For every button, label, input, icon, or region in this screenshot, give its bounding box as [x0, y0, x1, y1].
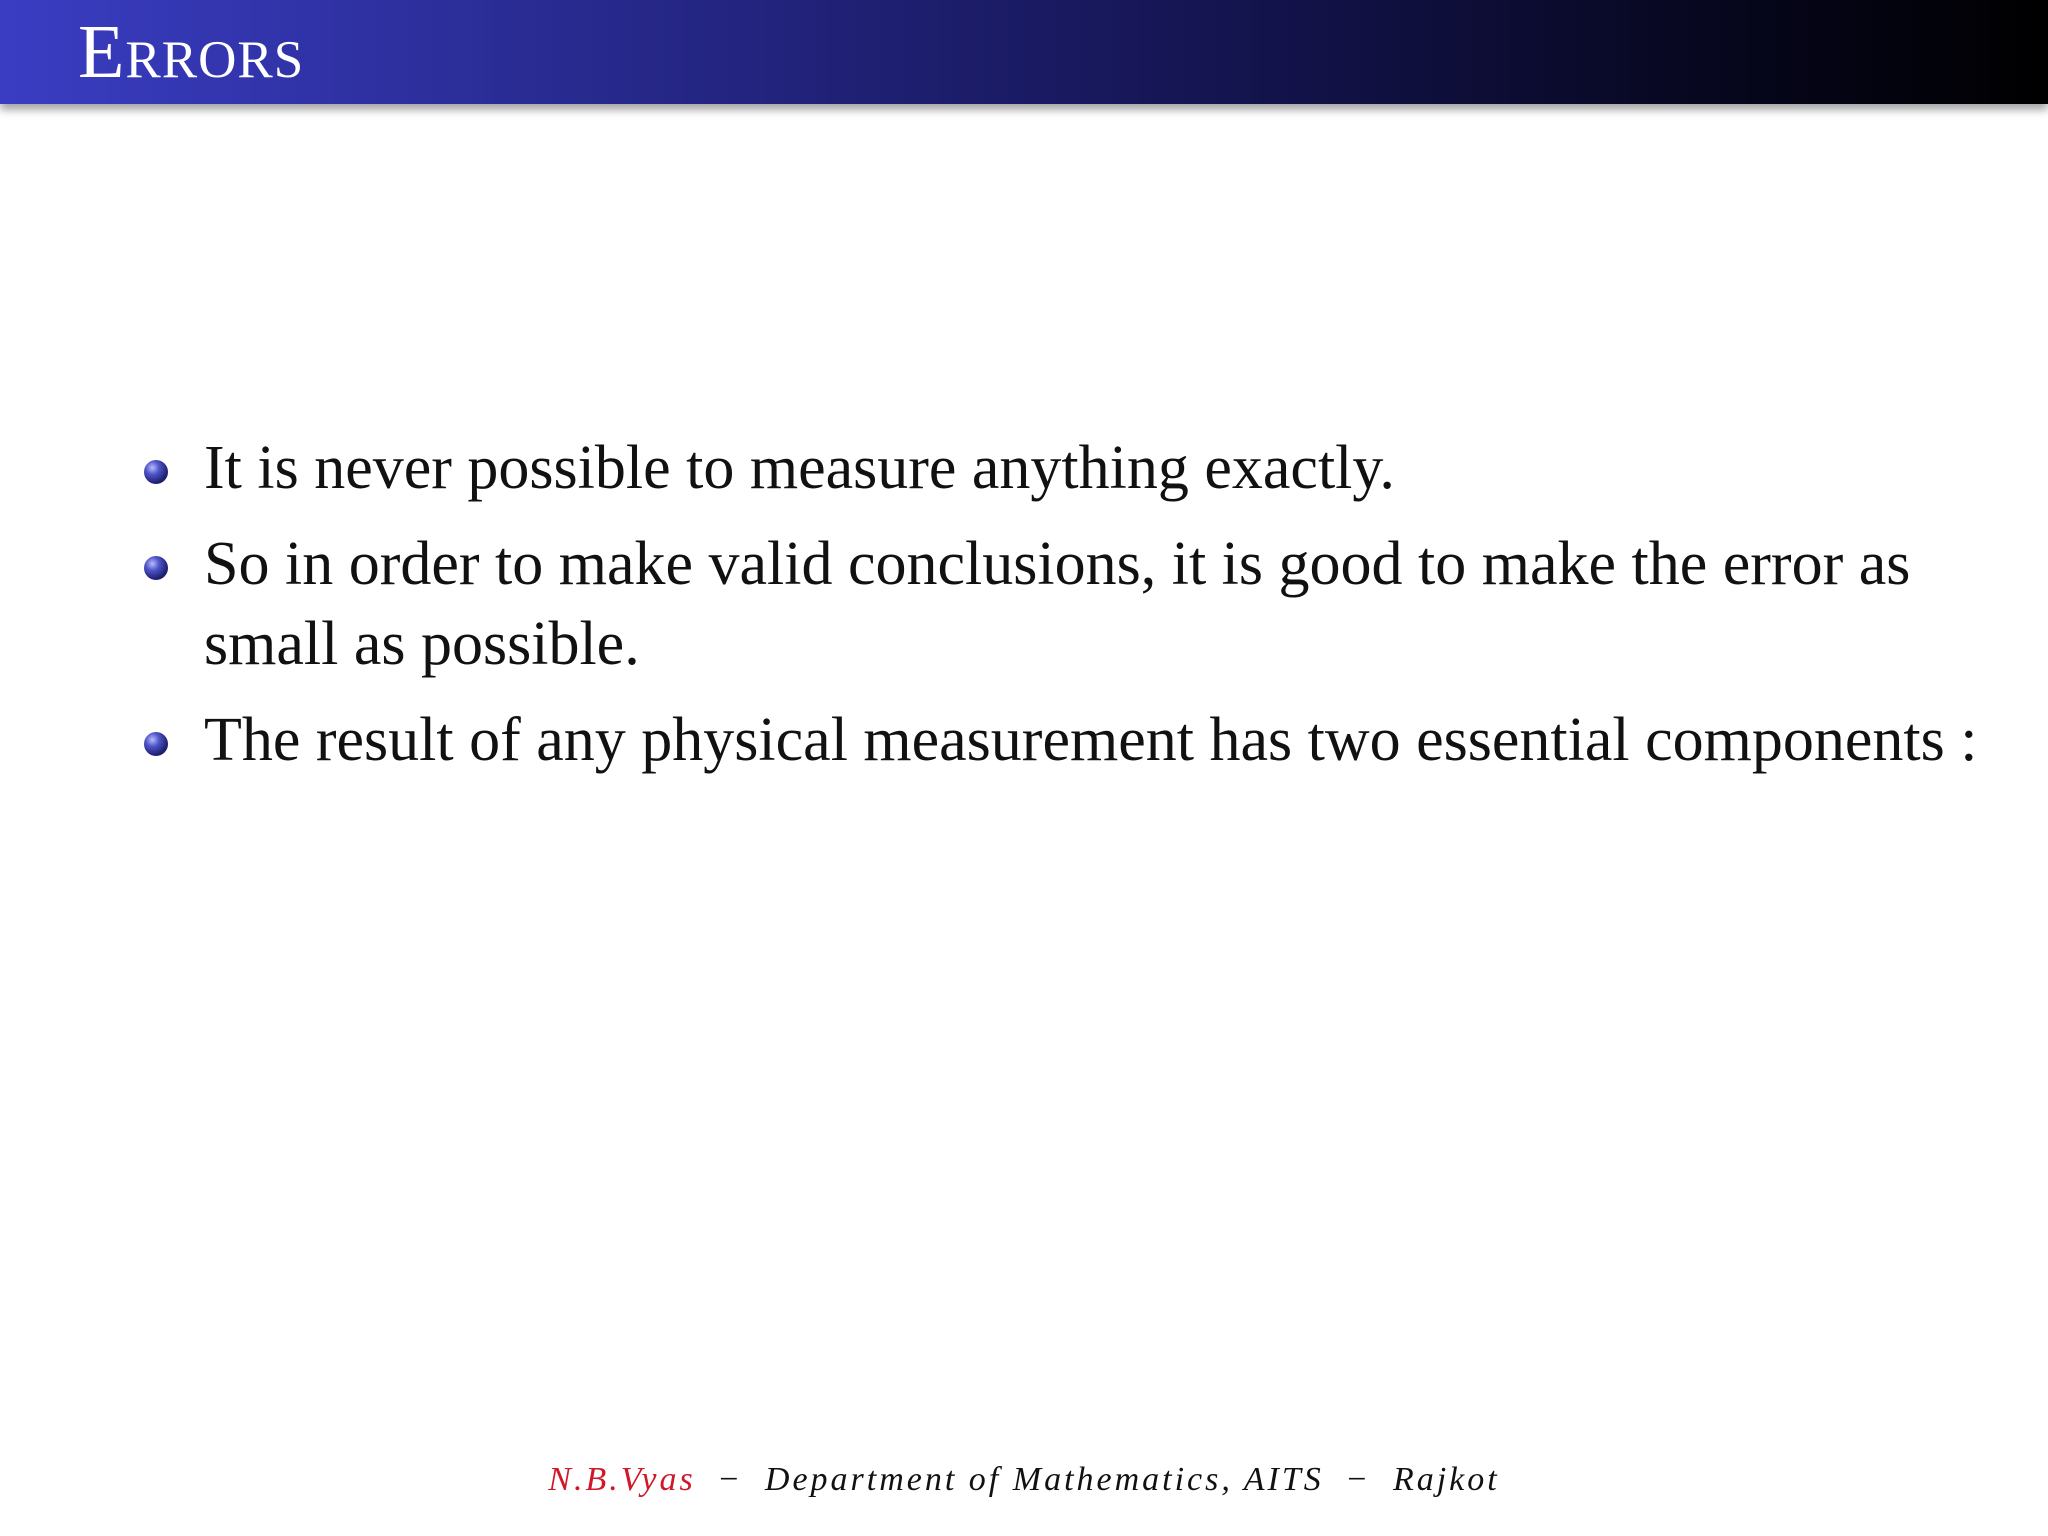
bullet-icon	[144, 460, 168, 484]
footer-separator: −	[1347, 1461, 1370, 1498]
bullet-text: So in order to make valid conclusions, it is good to make the error as small as possible.	[204, 530, 1911, 678]
bullet-item	[140, 524, 1980, 684]
footer-city: Rajkot	[1392, 1461, 1500, 1498]
bullet-text: The result of any physical measurement has two essential components :	[204, 706, 1978, 774]
footer-separator: −	[719, 1461, 742, 1498]
bullet-text: It is never possible to measure anything exactly.	[204, 434, 1395, 502]
footer-author: N.B.Vyas	[548, 1461, 696, 1498]
footer	[0, 1458, 2048, 1502]
slide-title: Errors	[78, 10, 305, 94]
bullet-item	[140, 700, 1980, 780]
bullet-list	[140, 428, 1980, 796]
bullet-icon	[144, 556, 168, 580]
footer-department: Department of Mathematics, AITS	[764, 1461, 1324, 1498]
bullet-item	[140, 428, 1980, 508]
title-bar	[0, 0, 2048, 104]
bullet-icon	[144, 732, 168, 756]
